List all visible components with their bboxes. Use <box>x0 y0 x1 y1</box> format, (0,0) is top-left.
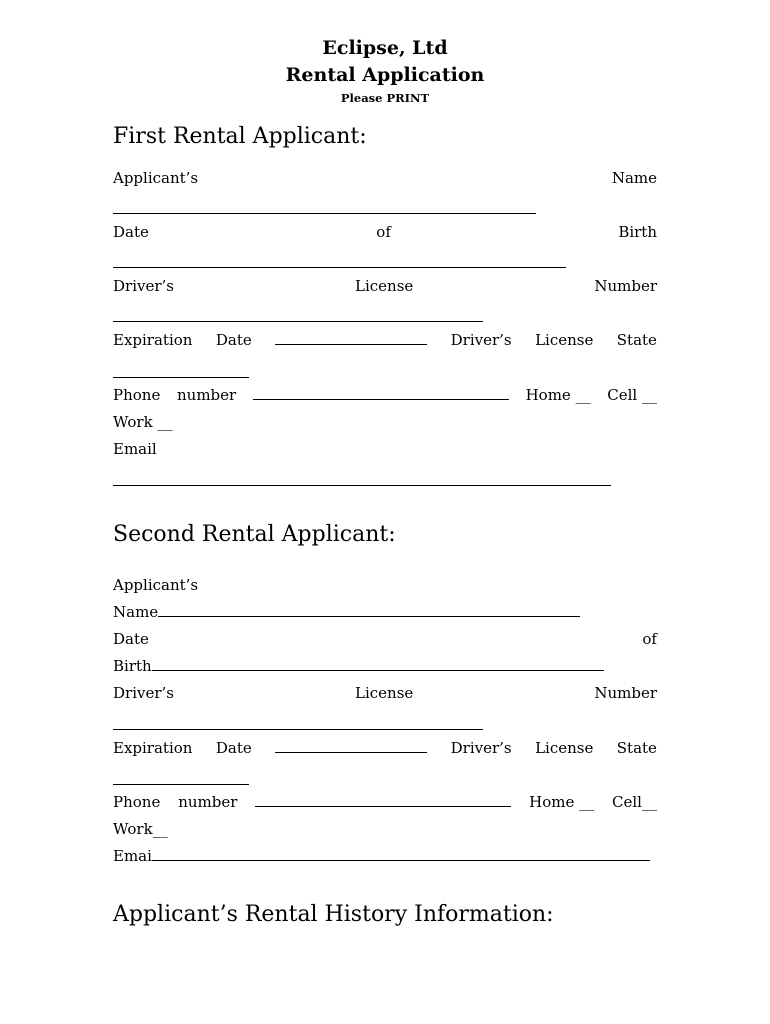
second-phone-blank[interactable] <box>255 793 511 807</box>
first-work-row <box>113 413 657 433</box>
first-dl-label <box>113 277 657 297</box>
first-phone-row <box>113 386 657 406</box>
first-name-blank[interactable] <box>113 213 536 214</box>
label-word: Driver’s <box>450 331 512 349</box>
label-word: Phone <box>113 793 161 811</box>
label-word: Expiration <box>113 739 193 757</box>
second-email-row <box>113 847 657 867</box>
label-word: Name <box>611 169 657 187</box>
second-state-blank[interactable] <box>113 784 249 785</box>
second-dl-blank[interactable] <box>113 729 483 730</box>
label-word: number <box>177 386 237 404</box>
first-name-label <box>113 169 657 189</box>
label-word: Name <box>113 603 159 621</box>
label-word: of <box>642 630 657 648</box>
second-name-blank[interactable] <box>158 603 580 617</box>
home-option[interactable]: Home __ <box>529 793 595 811</box>
second-work-row <box>113 820 657 840</box>
first-dl-blank[interactable] <box>113 321 483 322</box>
label-word: Applicant’s <box>113 169 199 187</box>
label-word: Phone <box>113 386 161 404</box>
label-word: Number <box>594 684 657 702</box>
label-word: number <box>178 793 238 811</box>
label-word: Expiration <box>113 331 193 349</box>
label-word: License <box>535 739 594 757</box>
first-applicant-heading: First Rental Applicant: <box>113 124 367 149</box>
second-name-label <box>113 576 657 596</box>
label-word: Birth <box>113 657 152 675</box>
label-word: Driver’s <box>113 277 174 295</box>
second-dl-label <box>113 684 657 704</box>
label-word: Driver’s <box>113 684 174 702</box>
label-word: Date <box>113 630 149 648</box>
label-word: of <box>376 223 391 241</box>
label-word: Emai <box>113 847 152 865</box>
second-dob-label <box>113 630 657 650</box>
document-title: Rental Application <box>285 64 485 86</box>
label-word: Birth <box>618 223 657 241</box>
second-expiration-row <box>113 739 657 759</box>
second-expiration-blank[interactable] <box>275 739 427 753</box>
label-word: Date <box>215 739 252 757</box>
cell-option[interactable]: Cell__ <box>612 793 657 811</box>
label-word: Applicant’s <box>113 576 199 594</box>
first-phone-blank[interactable] <box>253 386 509 400</box>
work-option[interactable]: Work__ <box>113 820 168 838</box>
work-option[interactable]: Work __ <box>113 413 173 431</box>
label-word: License <box>535 331 594 349</box>
first-email-blank[interactable] <box>113 485 611 486</box>
second-email-blank[interactable] <box>152 847 650 861</box>
label-word: Email <box>113 440 157 458</box>
first-dob-blank[interactable] <box>113 267 566 268</box>
first-dob-label <box>113 223 657 243</box>
cell-option[interactable]: Cell __ <box>607 386 657 404</box>
first-state-blank[interactable] <box>113 377 249 378</box>
second-applicant-heading: Second Rental Applicant: <box>113 522 396 547</box>
first-email-label <box>113 440 657 460</box>
label-word: License <box>355 277 414 295</box>
second-phone-row <box>113 793 657 813</box>
label-word: Date <box>215 331 252 349</box>
label-word: State <box>616 739 657 757</box>
home-option[interactable]: Home __ <box>525 386 591 404</box>
company-name: Eclipse, Ltd <box>322 37 448 59</box>
label-word: Driver’s <box>450 739 512 757</box>
print-instruction: Please PRINT <box>340 91 430 105</box>
label-word: License <box>355 684 414 702</box>
first-expiration-row <box>113 331 657 351</box>
label-word: Number <box>594 277 657 295</box>
second-dob-blank[interactable] <box>152 657 604 671</box>
rental-history-heading: Applicant’s Rental History Information: <box>113 902 554 927</box>
label-word: State <box>616 331 657 349</box>
label-word: Date <box>113 223 149 241</box>
first-expiration-blank[interactable] <box>275 331 427 345</box>
second-dob-row <box>113 657 657 677</box>
second-name-row <box>113 603 657 623</box>
